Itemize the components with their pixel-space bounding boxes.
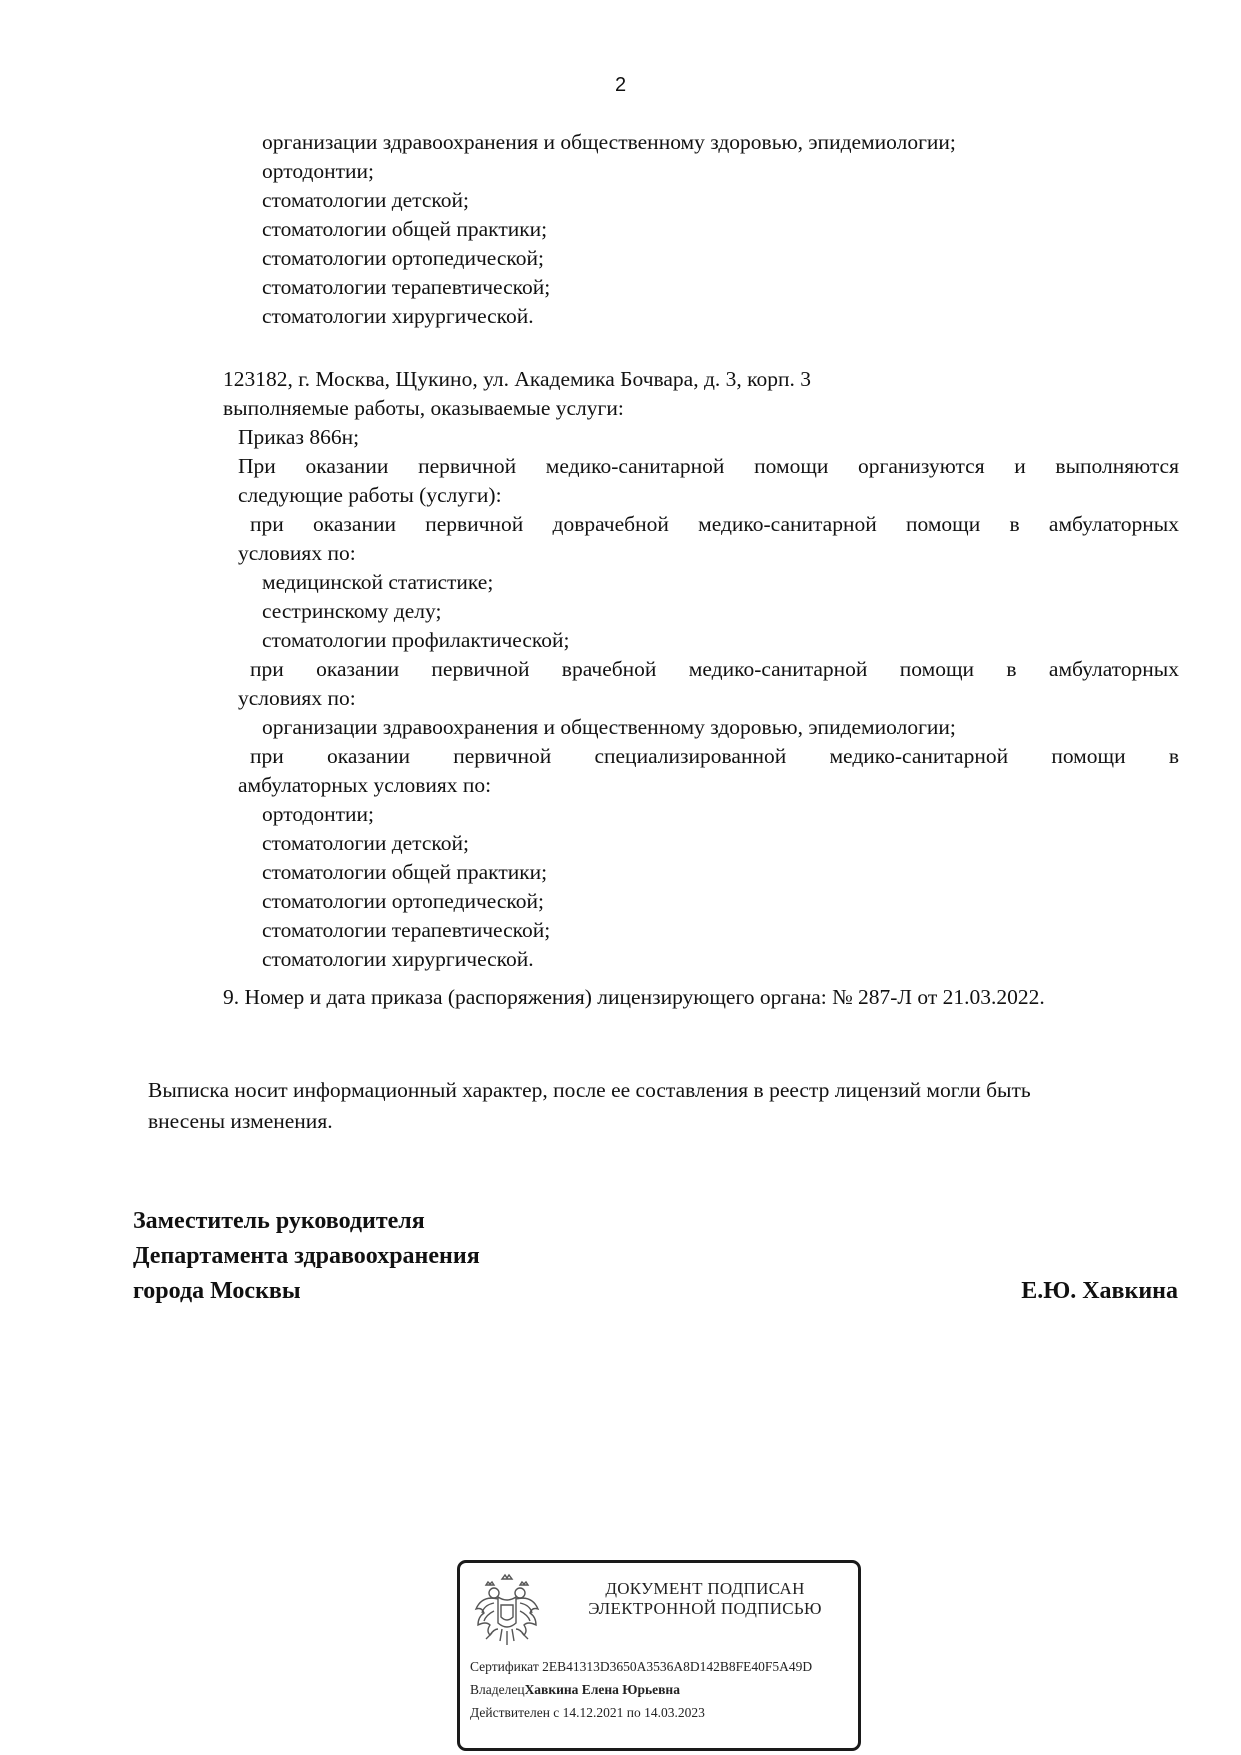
note-line: внесены изменения. — [148, 1109, 333, 1133]
informational-note — [148, 1075, 1188, 1137]
doctor-heading-cont: условиях по: — [238, 686, 356, 710]
list-item: организации здравоохранения и общественному здоровью, эпидемиологии; — [262, 715, 956, 739]
list-item: стоматологии детской; — [262, 188, 469, 212]
signer-department: Департамента здравоохранения — [133, 1243, 480, 1269]
stamp-title-line: ЭЛЕКТРОННОЙ ПОДПИСЬЮ — [588, 1599, 822, 1618]
electronic-signature-stamp — [457, 1560, 861, 1751]
stamp-details — [470, 1655, 860, 1724]
primary-care-intro: При оказании первичной медико-санитарной помощи организуются и выполняются — [238, 454, 1179, 478]
signer-city: города Москвы — [133, 1278, 301, 1304]
list-item: стоматологии терапевтической; — [262, 275, 551, 299]
specialized-heading: при оказании первичной специализированной медико-санитарной помощи в — [250, 744, 1179, 768]
list-item: стоматологии общей практики; — [262, 860, 548, 884]
order-number-line — [223, 983, 1183, 1012]
works-heading: выполняемые работы, оказываемые услуги: — [223, 396, 624, 420]
list-item: стоматологии детской; — [262, 831, 469, 855]
primary-care-intro-cont: следующие работы (услуги): — [238, 483, 502, 507]
list-item: медицинской статистике; — [262, 570, 494, 594]
list-item: стоматологии хирургической. — [262, 947, 534, 971]
doctor-heading: при оказании первичной врачебной медико-санитарной помощи в амбулаторных — [250, 657, 1179, 681]
list-item: стоматологии общей практики; — [262, 217, 548, 241]
pre-doctor-heading: при оказании первичной доврачебной медико-санитарной помощи в амбулаторных — [250, 512, 1179, 536]
list-item: организации здравоохранения и общественному здоровью, эпидемиологии; — [262, 130, 956, 154]
list-item: стоматологии хирургической. — [262, 304, 534, 328]
item-9: 9. Номер и дата приказа (распоряжения) лицензирующего органа: № 287-Л от 21.03.2022. — [223, 985, 1045, 1009]
list-item: ортодонтии; — [262, 802, 375, 826]
pre-doctor-heading-cont: условиях по: — [238, 541, 356, 565]
order-reference: Приказ 866н; — [238, 425, 360, 449]
address: 123182, г. Москва, Щукино, ул. Академика Бочвара, д. 3, корп. 3 — [223, 367, 812, 391]
address-block — [223, 365, 1179, 974]
specialized-heading-cont: амбулаторных условиях по: — [238, 773, 492, 797]
list-item: сестринскому делу; — [262, 599, 442, 623]
stamp-title-line: ДОКУМЕНТ ПОДПИСАН — [605, 1579, 805, 1598]
list-item: ортодонтии; — [262, 159, 375, 183]
coat-of-arms-icon — [472, 1573, 542, 1651]
stamp-validity: Действителен с 14.12.2021 по 14.03.2023 — [470, 1705, 705, 1720]
stamp-owner: ВладелецХавкина Елена Юрьевна — [470, 1682, 680, 1697]
signer-position: Заместитель руководителя — [133, 1208, 425, 1234]
signer-name: Е.Ю. Хавкина — [1021, 1278, 1178, 1304]
page-number: 2 — [614, 74, 627, 96]
stamp-title — [560, 1579, 850, 1619]
note-line: Выписка носит информационный характер, после ее составления в реестр лицензий могли быть — [148, 1078, 1031, 1102]
top-list — [262, 128, 1162, 331]
stamp-certificate: Сертификат 2EB41313D3650A3536A8D142B8FE40F5A49D — [470, 1659, 813, 1674]
signature-block — [133, 1204, 1178, 1309]
list-item: стоматологии терапевтической; — [262, 918, 551, 942]
list-item: стоматологии профилактической; — [262, 628, 570, 652]
list-item: стоматологии ортопедической; — [262, 889, 545, 913]
list-item: стоматологии ортопедической; — [262, 246, 545, 270]
